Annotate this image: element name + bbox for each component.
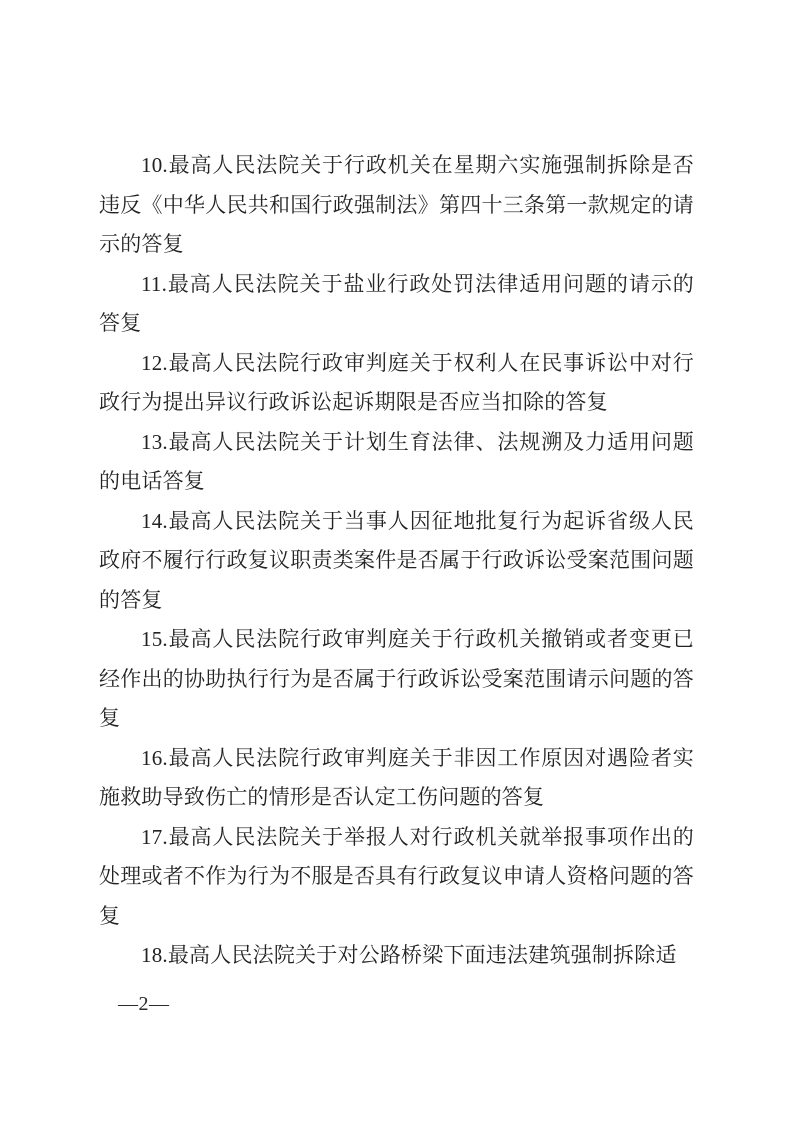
toc-item-14: 14.最高人民法院关于当事人因征地批复行为起诉省级人民政府不履行行政复议职责类案件是否属于行政诉讼受案范围问题的答复 bbox=[99, 508, 694, 612]
toc-item-12: 12.最高人民法院行政审判庭关于权利人在民事诉讼中对行政行为提出异议行政诉讼起诉期限是否应当扣除的答复 bbox=[99, 350, 694, 414]
toc-item-17: 17.最高人民法院关于举报人对行政机关就举报事项作出的处理或者不作为行为不服是否具有行政复议申请人资格问题的答复 bbox=[99, 824, 694, 928]
page-number: —2— bbox=[118, 993, 170, 1015]
toc-item-11: 11.最高人民法院关于盐业行政处罚法律适用问题的请示的答复 bbox=[99, 271, 694, 335]
toc-item-10: 10.最高人民法院关于行政机关在星期六实施强制拆除是否违反《中华人民共和国行政强制法》第四十三条第一款规定的请示的答复 bbox=[99, 153, 694, 256]
toc-item-18: 18.最高人民法院关于对公路桥梁下面违法建筑强制拆除适 bbox=[141, 943, 677, 967]
toc-item-16: 16.最高人民法院行政审判庭关于非因工作原因对遇险者实施救助导致伤亡的情形是否认定工伤问题的答复 bbox=[99, 745, 694, 809]
toc-list bbox=[99, 146, 694, 976]
toc-item-13: 13.最高人民法院关于计划生育法律、法规溯及力适用问题的电话答复 bbox=[99, 429, 694, 493]
toc-item-15: 15.最高人民法院行政审判庭关于行政机关撤销或者变更已经作出的协助执行行为是否属于行政诉讼受案范围请示问题的答复 bbox=[99, 627, 694, 730]
